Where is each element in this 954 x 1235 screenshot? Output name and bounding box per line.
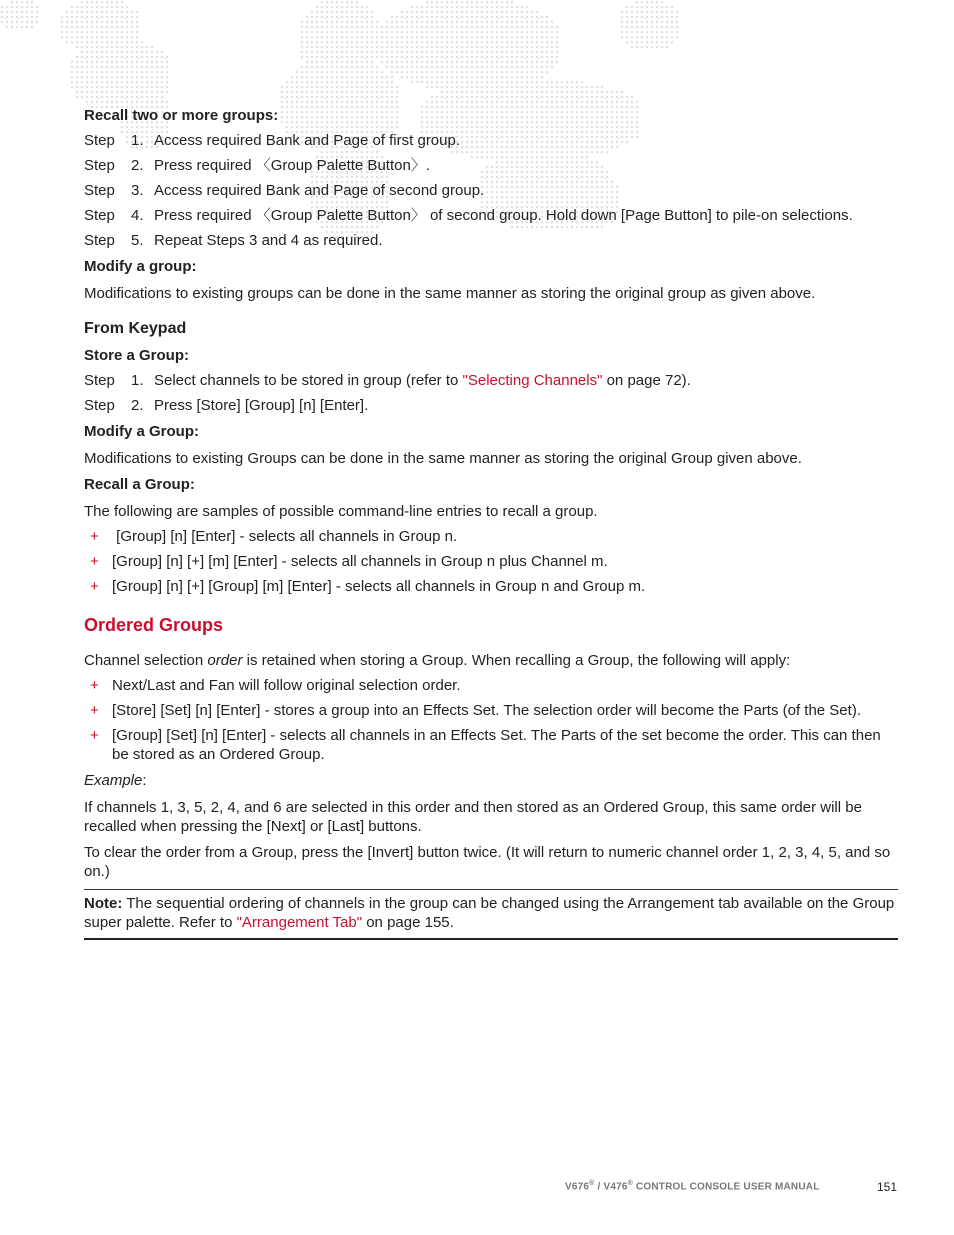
step-text: Press required 〈Group Palette Button〉 of second group. Hold down [Page Button] to pile-on selections. <box>154 207 853 224</box>
step-row <box>84 181 898 200</box>
example-label <box>84 771 898 790</box>
from-keypad-heading: From Keypad <box>84 320 187 337</box>
note-text-post: on page 155. <box>362 914 454 931</box>
step-text <box>154 371 898 390</box>
step-word: Step <box>84 372 115 389</box>
step-number: 4. <box>131 207 144 224</box>
list-item-text: Next/Last and Fan will follow original selection order. <box>112 677 461 694</box>
note-label: Note: <box>84 895 123 912</box>
step-word: Step <box>84 207 115 224</box>
recall-group-heading: Recall a Group: <box>84 476 195 493</box>
ordered-intro <box>84 651 898 670</box>
step-number: 3. <box>131 182 144 199</box>
step-word: Step <box>84 157 115 174</box>
step-text-pre: Select channels to be stored in group (refer to <box>154 372 463 389</box>
store-step-row <box>84 371 898 390</box>
page-number: 151 <box>877 1180 898 1194</box>
step-text: Press required 〈Group Palette Button〉. <box>154 157 430 174</box>
step-number: 2. <box>131 397 144 414</box>
list-item <box>84 527 898 546</box>
list-item-text: [Group] [Set] [n] [Enter] - selects all channels in an Effects Set. The Parts of the set become the order. This can then be stored as an Ordered Group. <box>112 727 881 763</box>
step-text: Access required Bank and Page of first group. <box>154 132 461 149</box>
clear-order-text: To clear the order from a Group, press the [Invert] button twice. (It will return to numeric channel order 1, 2, 3, 4, 5, and so on.) <box>84 844 891 880</box>
manual-title-part: / V476 <box>594 1181 628 1193</box>
plus-bullet-icon: + <box>90 528 99 545</box>
step-row <box>84 206 898 225</box>
note-text-pre: The sequential ordering of channels in the group can be changed using the Arrangement tab available on the Group super palette. Refer to <box>84 895 895 931</box>
manual-title <box>565 1180 820 1192</box>
arrangement-tab-link[interactable]: "Arrangement Tab" <box>236 914 363 931</box>
plus-bullet-icon: + <box>90 578 99 595</box>
step-word: Step <box>84 132 115 149</box>
list-item-text: [Group] [n] [Enter] - selects all channels in Group n. <box>112 528 458 545</box>
step-text: Repeat Steps 3 and 4 as required. <box>154 232 383 249</box>
note-box <box>84 889 898 940</box>
step-word: Step <box>84 397 115 414</box>
plus-bullet-icon: + <box>90 553 99 570</box>
list-item <box>84 577 898 596</box>
step-row <box>84 231 898 250</box>
list-item <box>84 726 898 764</box>
list-item <box>84 701 898 720</box>
modify-group-text: Modifications to existing groups can be done in the same manner as storing the original group as given above. <box>84 285 816 302</box>
example-label-text: Example <box>84 772 143 789</box>
recall-multiple-heading: Recall two or more groups: <box>84 107 279 124</box>
list-item <box>84 676 898 695</box>
step-number: 1. <box>131 132 144 149</box>
ordered-groups-heading: Ordered Groups <box>84 615 224 635</box>
plus-bullet-icon: + <box>90 677 99 694</box>
example-text: If channels 1, 3, 5, 2, 4, and 6 are selected in this order and then stored as an Ordered Group, this same order will be recalled when pressing the [Next] or [Last] buttons. <box>84 799 862 835</box>
step-text-post: on page 72). <box>602 372 691 389</box>
recall-group-intro: The following are samples of possible command-line entries to recall a group. <box>84 503 598 520</box>
step-row <box>84 131 898 150</box>
selecting-channels-link[interactable]: "Selecting Channels" <box>462 372 603 389</box>
step-row <box>84 156 898 175</box>
list-item-text: [Group] [n] [+] [m] [Enter] - selects all channels in Group n plus Channel m. <box>112 553 608 570</box>
step-text: Press [Store] [Group] [n] [Enter]. <box>154 397 369 414</box>
manual-title-part: V676 <box>565 1181 590 1193</box>
step-number: 5. <box>131 232 144 249</box>
step-word: Step <box>84 232 115 249</box>
plus-bullet-icon: + <box>90 702 99 719</box>
example-colon: : <box>142 772 147 789</box>
registered-mark: ® <box>627 1180 633 1187</box>
plus-bullet-icon: + <box>90 727 99 744</box>
manual-title-part: CONTROL CONSOLE USER MANUAL <box>632 1181 820 1193</box>
step-text: Access required Bank and Page of second group. <box>154 182 485 199</box>
step-number: 2. <box>131 157 144 174</box>
list-item-text: [Store] [Set] [n] [Enter] - stores a group into an Effects Set. The selection order will become the Parts (of the Set). <box>112 702 861 719</box>
modify-group-keypad-text: Modifications to existing Groups can be done in the same manner as storing the original Group given above. <box>84 450 802 467</box>
ordered-intro-post: is retained when storing a Group. When recalling a Group, the following will apply: <box>242 652 791 669</box>
store-step-row <box>84 396 898 415</box>
step-word: Step <box>84 182 115 199</box>
ordered-intro-pre: Channel selection <box>84 652 208 669</box>
ordered-intro-emphasis: order <box>207 652 243 669</box>
registered-mark: ® <box>589 1180 595 1187</box>
step-number: 1. <box>131 372 144 389</box>
list-item <box>84 552 898 571</box>
list-item-text: [Group] [n] [+] [Group] [m] [Enter] - selects all channels in Group n and Group m. <box>112 578 646 595</box>
page-footer <box>0 1178 954 1198</box>
recall-multiple-steps <box>84 131 898 250</box>
modify-group-keypad-heading: Modify a Group: <box>84 423 199 440</box>
page-content <box>84 106 898 940</box>
modify-group-heading: Modify a group: <box>84 258 197 275</box>
store-group-heading: Store a Group: <box>84 347 190 364</box>
